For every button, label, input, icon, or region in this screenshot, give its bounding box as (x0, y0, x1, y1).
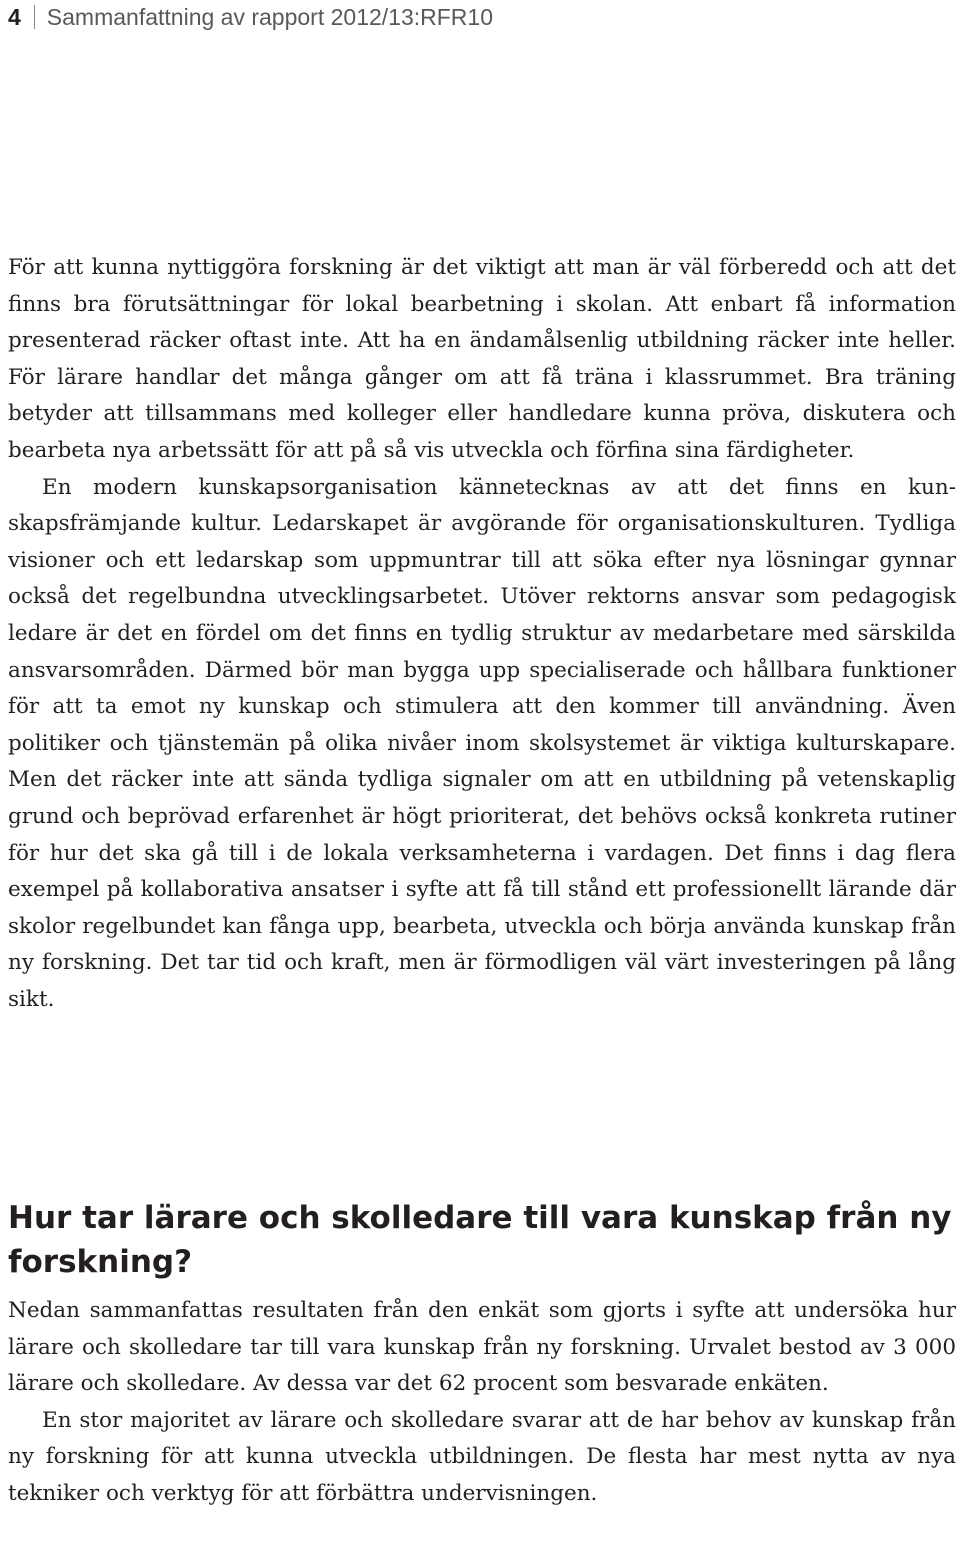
section-body-text (8, 1293, 956, 1513)
header-divider (34, 5, 35, 29)
running-header (8, 0, 493, 34)
running-title: Sammanfattning av rapport 2012/13:RFR10 (46, 3, 493, 30)
page-number: 4 (8, 3, 21, 30)
body-paragraph: En modern kunskapsorganisation kännetecknas av att det finns en kunskapsfrämjande kultur. Ledarskapet är avgörande för organisationskulturen. Tydliga visioner och ett ledarskap som uppmuntrar till att söka efter nya lösningar gynnar också det regelbundna utvecklingsarbetet. Utöver rektorns ansvar som pedagogisk ledare är det en fördel om det finns en tydlig struktur av medarbetare med särskilda ansvarsområden. Därmed bör man bygga upp specialiserade och hållbara funktioner för att ta emot ny kunskap och stimulera att den kommer till användning. Även politiker och tjänstemän på olika nivåer inom skolsystemet är viktiga kulturskapare. Men det räcker inte att sända tydliga signaler om att en utbildning på vetenskaplig grund och beprövad erfarenhet är högt prioriterat, det behövs också konkreta rutiner för hur det ska gå till i de lokala verksamheterna i vardagen. Det finns i dag flera exempel på kollaborativa ansatser i syfte att få till stånd ett professionellt lärande där skolor regelbundet kan fånga upp, bearbeta, utveckla och börja använda kunskap från ny forskning. Det tar tid och kraft, men är förmodligen väl värt investeringen på lång sikt. (8, 474, 956, 1012)
section-heading: Hur tar lärare och skolledare till vara kunskap från ny forskning? (8, 1200, 952, 1280)
main-body-text (8, 250, 956, 1018)
body-paragraph: För att kunna nyttiggöra forskning är det viktigt att man är väl förberedd och att det finns bra förutsättningar för lokal bearbetning i skolan. Att enbart få information presenterad räcker oftast inte. Att ha en ändamålsenlig utbildning räcker inte heller. För lärare handlar det många gånger om att få träna i klassrummet. Bra träning betyder att tillsammans med kolleger eller handledare kunna pröva, diskutera och bearbeta nya arbetssätt för att på så vis utveckla och förfina sina färdigheter. (8, 255, 956, 463)
body-paragraph: Nedan sammanfattas resultaten från den enkät som gjorts i syfte att undersöka hur lärare och skolledare tar till vara kunskap från ny forskning. Urvalet bestod av 3 000 lärare och skolledare. Av dessa var det 62 procent som besvarade enkäten. (8, 1298, 956, 1397)
body-paragraph: En stor majoritet av lärare och skolledare svarar att de har behov av kunskap från ny forskning för att kunna utveckla utbildningen. De flesta har mest nytta av nya tekniker och verktyg för att förbättra undervisningen. (8, 1407, 956, 1506)
